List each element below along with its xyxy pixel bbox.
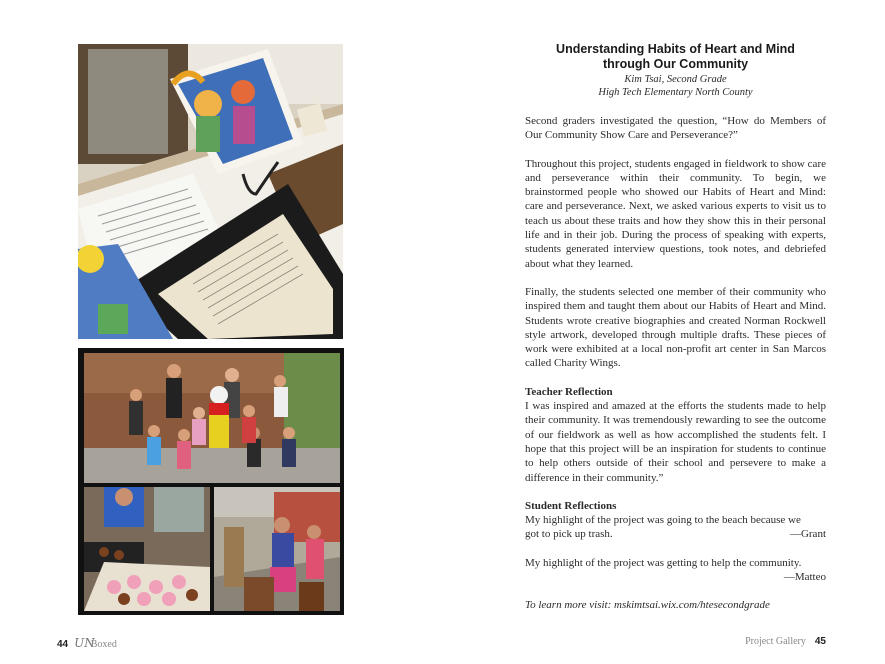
footer-left xyxy=(57,636,117,650)
intro-paragraph: Second graders investigated the question, “How do Members of Our Community Show Care and Perseverance?” xyxy=(525,115,826,142)
footer-right xyxy=(745,636,826,647)
student-quote-1-signature: —Grant xyxy=(789,528,826,541)
artwork-display-image xyxy=(78,44,343,339)
group-photo-image xyxy=(84,353,340,483)
article-title xyxy=(525,42,826,72)
artwork-display-photo xyxy=(78,44,343,339)
body-paragraph-1: Throughout this project, students engaged in fieldwork to show care and perseverance within their community. To begin, we brainstormed people who showed our Habits of Heart and Mind: care and perseverance. Next, we asked various experts to visit us to teach us about these traits and how they show this in their personal life and in their job. During the process of speaking with experts, students generated interview questions, took notes, and debriefed about what they learned. xyxy=(525,157,826,270)
learn-more-link[interactable]: To learn more visit: mskimtsai.wix.com/htesecondgrade xyxy=(525,599,770,612)
student-quote-1 xyxy=(525,513,826,542)
student-quote-1-line-a: My highlight of the project was going to the beach because we xyxy=(525,514,801,527)
student-reflections-heading: Student Reflections xyxy=(525,499,617,512)
right-page-number: 45 xyxy=(814,636,826,647)
body-paragraph-2: Finally, the students selected one member of their community who inspired them and taught them about our Habits of Heart and Mind. Students wrote creative biographies and created Norman Rockwell style artwork, developed through multiple drafts. These pieces of work were exhibited at a local non-profit art center in San Marcos called Charity Wings. xyxy=(525,285,826,370)
author: Kim Tsai, Second Grade xyxy=(624,74,727,85)
left-page-number: 44 xyxy=(57,639,69,650)
student-quote-2-signature: —Matteo xyxy=(783,571,826,584)
school: High Tech Elementary North County xyxy=(598,87,753,98)
title-line-2: through Our Community xyxy=(602,57,749,71)
student-quote-2 xyxy=(525,556,826,585)
article xyxy=(525,42,826,613)
brand-logo xyxy=(74,636,117,650)
cupcakes-photo xyxy=(84,487,210,611)
section-name: Project Gallery xyxy=(745,636,806,647)
brand-boxed: Boxed xyxy=(90,639,117,650)
charity-event-photo-image xyxy=(214,487,340,611)
teacher-reflection-heading: Teacher Reflection xyxy=(525,385,613,398)
title-line-1: Understanding Habits of Heart and Mind xyxy=(556,42,795,56)
student-quote-2-text: My highlight of the project was getting to help the community. xyxy=(525,556,802,569)
cupcakes-photo-image xyxy=(84,487,210,611)
photo-collage xyxy=(78,348,344,615)
group-photo xyxy=(84,353,340,483)
teacher-reflection-text: I was inspired and amazed at the efforts the students made to help their community. It was tremendously rewarding to see the outcome of our fieldwork as well as how accomplished the students felt. I hope that this project will be an inspiration for students to continue to help others outside of their school and persevere to make a difference in their community.” xyxy=(525,400,826,484)
brand-un: UN xyxy=(74,636,95,650)
student-quote-1-line-b: got to pick up trash. xyxy=(525,528,613,541)
charity-event-photo xyxy=(214,487,340,611)
